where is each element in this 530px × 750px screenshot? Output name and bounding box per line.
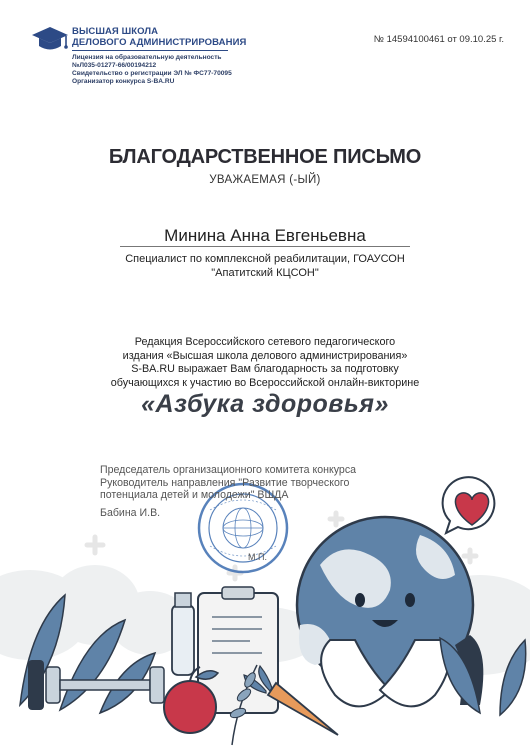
graduation-cap-logo-icon bbox=[30, 24, 70, 58]
gratitude-line: обучающихся к участию во Всероссийской онлайн-викторине bbox=[110, 376, 420, 389]
document-number: № 14594100461 от 09.10.25 г. bbox=[373, 34, 504, 45]
signer-role-line: Руководитель направления "Развитие творческого bbox=[100, 476, 350, 489]
recipient-name: Минина Анна Евгеньевна bbox=[164, 226, 366, 245]
bottle-icon bbox=[172, 593, 194, 675]
document-title: БЛАГОДАРСТВЕННОЕ ПИСЬМО bbox=[108, 146, 422, 168]
license-line: Свидетельство о регистрации ЭЛ № ФС77-70095 bbox=[72, 70, 232, 77]
recipient-underline bbox=[120, 246, 410, 247]
license-line: №Л035-01277-66/00194212 bbox=[72, 62, 157, 69]
apple-icon bbox=[164, 667, 218, 733]
gratitude-text bbox=[90, 336, 440, 390]
heart-bubble-icon bbox=[443, 477, 495, 533]
signer-role-line: потенциала детей и молодежи" ВШДА bbox=[100, 489, 289, 502]
org-divider bbox=[72, 50, 228, 51]
org-name-line1: ВЫСШАЯ ШКОЛА bbox=[72, 26, 159, 37]
recipient-position: Специалист по комплексной реабилитации, ГОАУСОН bbox=[125, 253, 405, 265]
salutation: УВАЖАЕМАЯ (-ЫЙ) bbox=[209, 174, 321, 186]
gratitude-line: Редакция Всероссийского сетевого педагогического bbox=[134, 336, 396, 348]
gratitude-line: издания «Высшая школа делового администрирования» bbox=[122, 349, 408, 362]
license-block bbox=[72, 54, 232, 86]
org-name bbox=[72, 26, 246, 48]
license-line: Лицензия на образовательную деятельность bbox=[72, 54, 222, 61]
org-name-line2: ДЕЛОВОГО АДМИНИСТРИРОВАНИЯ bbox=[72, 37, 247, 48]
recipient-organization: "Апатитский КЦСОН" bbox=[211, 267, 319, 279]
signer-role-line: Председатель организационного комитета конкурса bbox=[100, 464, 357, 476]
license-line: Организатор конкурса S-BA.RU bbox=[72, 78, 175, 85]
stamp-label: М.П. bbox=[248, 552, 267, 562]
signer-name: Бабина И.В. bbox=[100, 507, 161, 519]
signer-role bbox=[100, 464, 356, 502]
gratitude-line: S-BA.RU выражает Вам благодарность за подготовку bbox=[131, 363, 399, 375]
contest-name: «Азбука здоровья» bbox=[141, 390, 389, 418]
